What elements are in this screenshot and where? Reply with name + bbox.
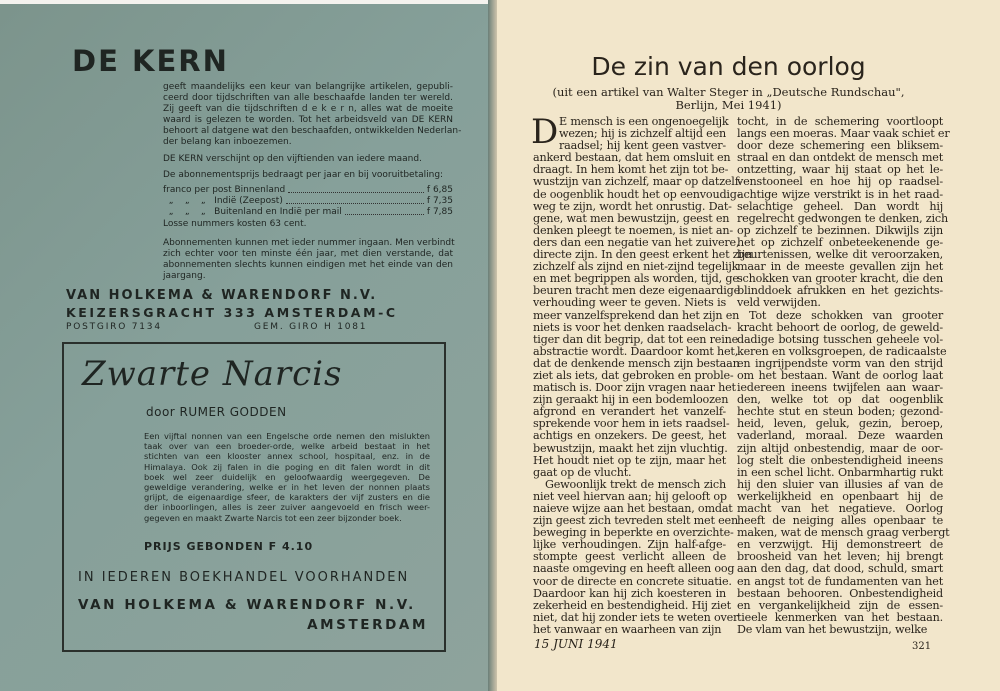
text-line: abonnementen slechts kunnen eindigen met het einde van den (163, 259, 453, 270)
price-label: franco per post Binnenland (163, 185, 286, 195)
text-line: ankerd bestaan, dat hem omsluit en (533, 151, 731, 165)
leader-dots (286, 196, 424, 204)
text-line: vaderland, moraal. Deze waarden (737, 429, 943, 443)
book-advertisement (62, 342, 446, 652)
text-line: ceerd door tijdschriften van alle beschaafde landen ter wereld. (163, 92, 453, 103)
text-line: Daardoor kan hij zich koesteren in (533, 586, 726, 600)
text-line: maken, wat de mensch graag verbergt (737, 526, 950, 540)
text-line: Zij geeft van die tijdschriften d e k e r n, alles wat de moeite (163, 103, 453, 114)
text-line: denken pleegt te noemen, is niet an- (533, 223, 733, 237)
publisher-address: KEIZERSGRACHT 333 AMSTERDAM-C (66, 305, 398, 320)
text-line: Abonnementen kunnen met ieder nummer ingaan. Men verbindt (163, 238, 455, 248)
text-line: sprekende voor hem in iets raadsel- (533, 417, 730, 431)
text-line: geeft maandelijks een keur van belangrijke artikelen, gepubli- (163, 82, 453, 92)
ad-author: door RUMER GODDEN (146, 405, 287, 419)
text-line: gegeven en maakt Zwarte Narcis tot een zeer bijzonder boek. (144, 512, 402, 523)
price-value: f 7,85 (426, 207, 453, 217)
text-line: boek wel zeer duidelijk en geloofwaardig weergegeven. De (144, 471, 430, 482)
text-line: verhouding weer te geven. Niets is (533, 296, 726, 310)
text-line: dadige botsing tusschen geheele vol- (737, 332, 943, 346)
left-page (0, 4, 492, 691)
price-row (163, 207, 453, 218)
publisher-name: VAN HOLKEMA & WARENDORF N.V. (66, 288, 378, 303)
text-line: meer vanzelfsprekend dan het zijn en (533, 308, 740, 322)
text-line: veld verwijden. (737, 296, 821, 310)
text-line: ziet als iets, dat gebroken en proble- (533, 368, 734, 382)
text-line: en vergankelijkheid zijn de essen- (737, 598, 943, 612)
text-line: en verzwijgt. Hij demonstreert de (737, 538, 943, 552)
text-line: niet veel hiervan aan; hij gelooft op (533, 489, 727, 503)
text-line: De vlam van het bewustzijn, welke (737, 622, 928, 636)
text-line: dat de denkende mensch zijn bestaan (533, 356, 740, 370)
issue-date: 15 JUNI 1941 (534, 637, 618, 651)
text-line: in een schel licht. Onbarmhartig rukt (737, 465, 943, 479)
text-line: E mensch is een ongenoegelijk (559, 115, 729, 128)
text-line: beweging in beperkte en overzichte- (533, 526, 734, 540)
text-line: selachtige geheel. Dan wordt hij (737, 199, 943, 213)
text-line: zijn geest zich tevreden stelt met een (533, 514, 738, 528)
text-line: taak over van een broeder-orde, welke arbeid bestaat in het (144, 441, 430, 452)
text-line: het op zichzelf onbeteekenende ge- (737, 235, 943, 249)
text-line: wezen; hij is zichzelf altijd een (559, 127, 727, 141)
leader-dots (345, 207, 424, 215)
price-label: „ „ „ Buitenland en Indië per mail (163, 207, 342, 217)
page-number: 321 (912, 641, 932, 652)
text-line: de oogenblik houdt het op eenvoudig- (533, 187, 741, 201)
text-line: zich echter voor ten minste één jaar, met dien verstande, dat (163, 248, 453, 259)
gem-giro: GEM. GIRO H 1081 (254, 322, 368, 332)
text-line: grijpt, de eigenaardige sfeer, de karakters der vijf zusters en die (144, 492, 430, 503)
article-column-2 (737, 115, 950, 636)
appearance-note: DE KERN verschijnt op den vijftienden van iedere maand. (163, 154, 422, 164)
text-line: blinddoek afrukken en het gezichts- (737, 284, 943, 298)
ad-publisher: VAN HOLKEMA & WARENDORF N.V. (78, 597, 416, 613)
text-line: draagt. In hem komt het zijn tot be- (533, 163, 729, 177)
text-line: Gewoonlijk trekt de mensch zich (545, 477, 726, 491)
text-line: niets is voor het denken raadselach- (533, 320, 732, 334)
article-subtitle-line2: Berlijn, Mei 1941) (675, 98, 782, 112)
text-line: regelrecht gedwongen te denken, zich (737, 211, 948, 225)
text-line: stichten van een klooster annex school, hospitaal, enz. in de (144, 451, 430, 462)
text-line: bestaan behooren. Onbestendigheid (737, 586, 943, 600)
leader-dots (288, 185, 424, 193)
postgiro: POSTGIRO 7134 (66, 322, 162, 332)
price-row (163, 196, 453, 207)
text-line: gene, wat men bewustzijn, geest en (533, 211, 730, 225)
price-intro: De abonnementsprijs bedraagt per jaar en bij vooruitbetaling: (163, 170, 444, 180)
text-line: waard is gelezen te worden. Tot het arbeidsveld van DE KERN (163, 114, 453, 125)
right-page (497, 0, 1000, 691)
text-line: den, welke tot op dat oogenblik (737, 393, 943, 407)
text-line: om het bestaan. Want de oorlog laat (737, 368, 943, 382)
ad-description (144, 431, 430, 523)
text-line: der inboorlingen, alles is zeer zuiver aangevoeld en frisch weer- (144, 502, 430, 513)
text-line: macht van het negatieve. Oorlog (737, 502, 943, 515)
text-line: ontzetting, waar hij staat op het le- (737, 163, 943, 177)
text-line: zijn altijd onbestendig, maar de oor- (737, 441, 943, 455)
text-line: ders dan een negatie van het zuivere, (533, 235, 740, 249)
text-line: beuren tracht men deze eigenaardige (533, 284, 740, 298)
ad-city: AMSTERDAM (307, 617, 428, 633)
article-title: De zin van den oorlog (591, 52, 866, 81)
text-line: gaat op de vlucht. (533, 465, 632, 479)
text-line: naaste omgeving en heeft alleen oog (533, 562, 735, 576)
text-line: lijke verhoudingen. Zijn half-afge- (533, 538, 726, 552)
text-line: door deze schemering een bliksem- (737, 139, 943, 153)
text-line: werkelijkheid en openbaart hij de (737, 489, 943, 503)
article-column-1 (531, 112, 753, 636)
text-line: directe zijn. In den geest erkent het zijn (533, 248, 753, 262)
text-line: heeft de neiging alles openbaar te (737, 514, 943, 528)
text-line: der belang kan inboezemen. (163, 136, 292, 147)
text-line: Himalaya. Ook zij falen in die poging en dit falen wordt in dit (144, 461, 430, 472)
text-line: Het houdt niet op te zijn, maar het (533, 453, 726, 467)
text-line: voor de directe en concrete situatie. (533, 574, 732, 588)
text-line: bewustzijn, maakt het zijn vluchtig. (533, 441, 728, 455)
text-line: venstooneel en hoe hij op raadsel- (737, 175, 943, 189)
text-line: raadsel; hij kent geen vastver- (559, 139, 726, 153)
text-line: Tot deze schokken van grooter (749, 308, 943, 322)
text-line: stompte geest verlicht alleen de (533, 550, 726, 564)
article-subtitle-line1: (uit een artikel van Walter Steger in „Deutsche Rundschau", (552, 85, 905, 99)
text-line: Een vijftal nonnen van een Engelsche orde nemen den mislukten (144, 431, 430, 441)
text-line: het vanwaar en waarheen van zijn (533, 622, 722, 636)
text-line: iedereen ineens twijfelen aan waar- (737, 381, 943, 395)
text-line: behoort al datgene wat den beschaafden, ontwikkelden Nederlan- (163, 125, 462, 136)
text-line: tiger dan dit begrip, dat tot een reine (533, 332, 739, 346)
text-line: zijn geraakt hij in een bodemloozen (533, 393, 729, 407)
text-line: hij den sluier van illusies af van de (737, 477, 943, 491)
text-line: en met begrippen als worden, tijd, ge- (533, 272, 743, 286)
text-line: naieve wijze aan het bestaan, omdat (533, 502, 733, 515)
text-line: broosheid van het leven; hij brengt (737, 550, 943, 564)
text-line: schokken van grooter kracht, die den (737, 272, 943, 286)
text-line: geweldige verandering, welke er in het leven der nonnen plaats (144, 482, 430, 493)
text-line: keren en volksgroepen, de radicaalste (737, 344, 947, 358)
price-value: f 7,35 (426, 196, 453, 206)
text-line: abstractie wordt. Daardoor komt het, (533, 344, 739, 358)
text-line: zichzelf als zijnd en niet-zijnd tegelijk (533, 260, 739, 274)
text-line: afgrond en verandert het vanzelf- (533, 405, 726, 419)
ad-book-title: Zwarte Narcis (82, 354, 343, 394)
text-line: hechte stut en steun boden; gezond- (737, 405, 943, 419)
text-line: weg te zijn, wordt het onrustig. Dat- (533, 199, 732, 213)
text-line: matisch is. Door zijn vragen naar het (533, 381, 736, 395)
price-value: f 6,85 (426, 185, 453, 195)
drop-cap: D (531, 112, 559, 152)
magazine-title: DE KERN (72, 44, 229, 78)
text-line: tocht, in de schemering voortloopt (737, 115, 943, 128)
text-line: beurtenissen, welke dit veroorzaken, (737, 248, 943, 262)
intro-paragraph (163, 82, 462, 147)
price-table (163, 185, 453, 218)
subscription-paragraph (163, 238, 453, 282)
text-line: achtige wijze verstrikt is in het raad- (737, 187, 943, 201)
text-line: langs een moeras. Maar vaak schiet er (737, 127, 950, 141)
text-line: achtigs en onzekers. De geest, het (533, 429, 726, 443)
text-line: zekerheid en bestendigheid. Hij ziet (533, 598, 731, 612)
text-line: en ingrijpendste vorm van den strijd (737, 356, 943, 370)
price-row (163, 185, 453, 196)
text-line: tieele kenmerken van het bestaan. (737, 610, 943, 624)
ad-availability: IN IEDEREN BOEKHANDEL VOORHANDEN (78, 570, 410, 585)
single-issue-note: Losse nummers kosten 63 cent. (163, 219, 307, 229)
price-label: „ „ „ Indië (Zeepost) (163, 196, 283, 206)
text-line: jaargang. (163, 270, 206, 281)
text-line: log stelt die onbestendigheid ineens (737, 453, 943, 467)
text-line: aan den dag, dat dood, schuld, smart (737, 562, 943, 576)
text-line: en angst tot de fundamenten van het (737, 574, 943, 588)
text-line: maar in de meeste gevallen zijn het (737, 260, 943, 274)
text-line: op zichzelf te bezinnen. Dikwijls zijn (737, 223, 943, 237)
ad-price: PRIJS GEBONDEN F 4.10 (144, 540, 314, 553)
text-line: wustzijn van zichzelf, maar op datzelf- (533, 175, 742, 189)
text-line: straal en dan ontdekt de mensch met (737, 151, 943, 165)
text-line: heid, leven, geluk, gezin, beroep, (737, 417, 943, 431)
text-line: kracht behoort de oorlog, de geweld- (737, 320, 943, 334)
text-line: niet, dat hij zonder iets te weten over (533, 610, 739, 624)
